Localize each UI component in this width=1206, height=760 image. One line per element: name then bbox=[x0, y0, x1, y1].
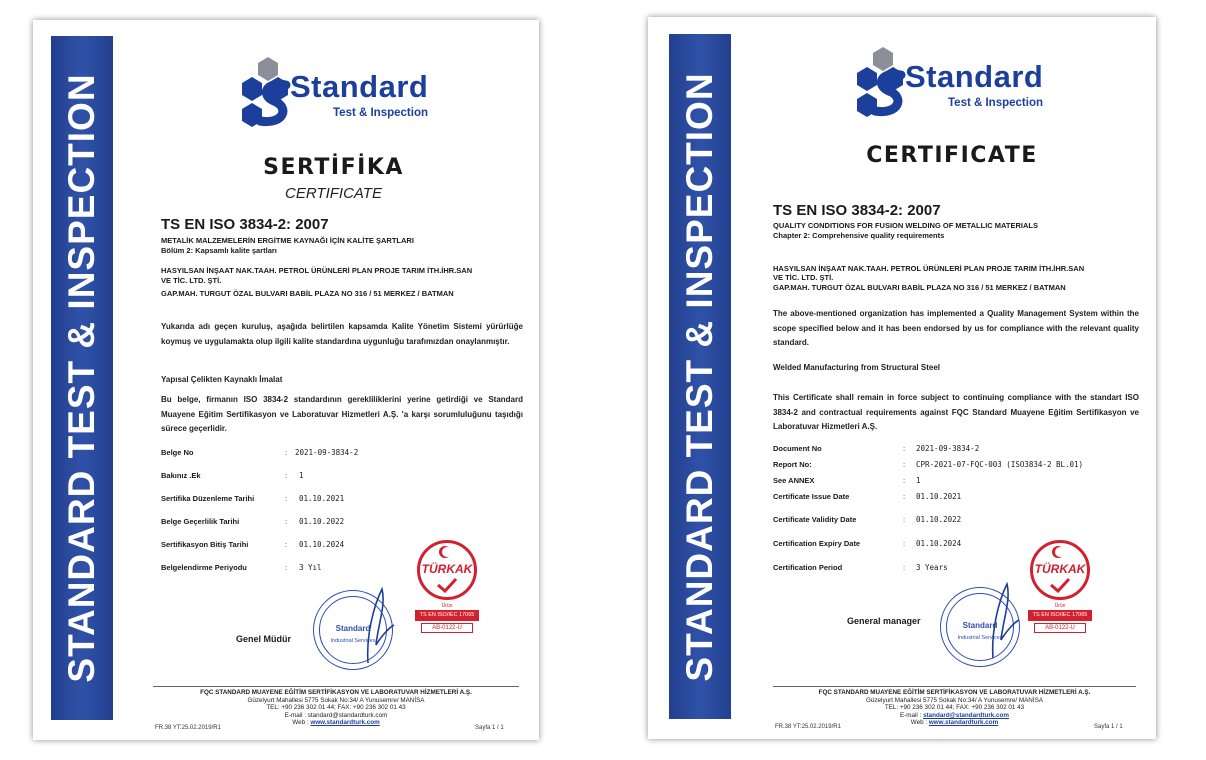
row-value-issue-date: 01.10.2021 bbox=[299, 494, 345, 503]
row-value-validity-date: 01.10.2022 bbox=[299, 517, 345, 526]
standard-description: QUALITY CONDITIONS FOR FUSION WELDING OF METALLIC MATERIALS bbox=[773, 221, 1038, 230]
footer-website-link[interactable]: www.standardturk.com bbox=[928, 719, 999, 726]
statement-paragraph: The above-mentioned organization has implemented a Quality Management System within the scope specified below and it has been endorsed by us for compliance with the relevant quality standard. bbox=[773, 309, 1139, 347]
turkak-code: AB-0122-U bbox=[421, 623, 473, 633]
sidebar-text: STANDARD TEST & INSPECTION bbox=[679, 71, 720, 682]
row-label-annex: See ANNEX bbox=[773, 476, 815, 485]
hexagon-logo-icon bbox=[853, 45, 913, 120]
crescent-icon bbox=[1052, 546, 1064, 558]
form-code: FR.38 YT:25.02.2019/R1 bbox=[775, 724, 841, 730]
company-name-line2: VE TİC. LTD. ŞTİ. bbox=[161, 276, 222, 285]
row-label-annex: Bakınız .Ek bbox=[161, 471, 201, 480]
hexagon-logo-icon bbox=[238, 55, 298, 130]
scope-text: Welded Manufacturing from Structural Steel bbox=[773, 363, 940, 372]
standard-part: Chapter 2: Comprehensive quality requirements bbox=[773, 231, 945, 240]
row-label-issue-date: Sertifika Düzenleme Tarihi bbox=[161, 494, 255, 503]
footer-email[interactable]: standard@standardturk.com bbox=[923, 711, 1009, 719]
company-address: GAP.MAH. TURGUT ÖZAL BULVARI BABİL PLAZA NO 316 / 51 MERKEZ / BATMAN bbox=[161, 289, 454, 298]
seal-brand: Standard bbox=[335, 624, 371, 633]
standard-code: TS EN ISO 3834-2: 2007 bbox=[161, 216, 329, 233]
signature-icon bbox=[973, 580, 1023, 660]
seal-division: Industrial Services bbox=[330, 638, 376, 644]
row-value-annex: 1 bbox=[916, 476, 921, 485]
footer-address: Güzelyurt Mahallesi 5775 Sokak No:34/ A Yunusemre/ MANİSA bbox=[247, 696, 425, 704]
signature-icon bbox=[348, 585, 398, 665]
footer: FQC STANDARD MUAYENE EĞİTİM SERTİFİKASYON VE LABORATUVAR HİZMETLERİ A.Ş. Güzelyurt Mahallesi 5775 Sokak No:34/ A Yunusemre/ MANİSA TEL: +90 236 302 01 44; FAX: +90 236 302 01 43 E-mail : standard@standardturk.com Web : www.standardturk.com bbox=[773, 689, 1136, 727]
footer-website-link[interactable]: www.standardturk.com bbox=[310, 719, 380, 726]
company-name-line2: VE TİC. LTD. ŞTİ. bbox=[773, 273, 834, 282]
validity-paragraph: This Certificate shall remain in force subject to continuing compliance with the standart ISO 3834-2 and contractual requirements against FQC Standard Muayene Eğitim Sertifikasyon ve Laboratuvar Hizmetleri A.Ş. bbox=[773, 393, 1139, 431]
footer-phone-fax: TEL: +90 236 302 01 44; FAX: +90 236 302 01 43 bbox=[266, 704, 406, 711]
seal-brand: Standard bbox=[962, 621, 998, 630]
row-label-document-no: Document No bbox=[773, 444, 822, 453]
footer-email[interactable]: standard@standardturk.com bbox=[307, 711, 388, 719]
turkak-accreditation-mark bbox=[415, 540, 479, 640]
certificate-title: CERTIFICATE bbox=[866, 143, 1038, 168]
turkak-product-label: Ürün bbox=[441, 603, 453, 609]
row-label-validity-date: Belge Geçerlilik Tarihi bbox=[161, 517, 240, 526]
row-label-expiry-date: Sertifikasyon Bitiş Tarihi bbox=[161, 540, 249, 549]
row-value-period: 3 Yıl bbox=[299, 563, 322, 572]
certificate-subtitle: CERTIFICATE bbox=[285, 185, 382, 202]
logo-wordmark: Standard bbox=[290, 69, 429, 104]
row-label-report-no: Report No: bbox=[773, 460, 812, 469]
turkak-code: AB-0122-U bbox=[1034, 623, 1086, 633]
row-value-annex: 1 bbox=[299, 471, 304, 480]
company-name-line1: HASYILSAN İNŞAAT NAK.TAAH. PETROL ÜRÜNLERİ PLAN PROJE TARIM İTH.İHR.SAN bbox=[161, 266, 473, 275]
form-code: FR.38 YT:25.02.2019/R1 bbox=[155, 725, 221, 731]
row-label-validity-date: Certificate Validity Date bbox=[773, 515, 857, 524]
row-label-period: Belgelendirme Periyodu bbox=[161, 563, 247, 572]
footer-divider bbox=[773, 686, 1136, 687]
row-value-report-no: CPR-2021-07-FQC-003 (ISO3834-2 BL.01) bbox=[916, 460, 1084, 469]
turkak-standard-band: TS EN ISO/IEC 17065 bbox=[415, 610, 479, 621]
company-address: GAP.MAH. TURGUT ÖZAL BULVARI BABİL PLAZA NO 316 / 51 MERKEZ / BATMAN bbox=[773, 283, 1066, 292]
standard-code: TS EN ISO 3834-2: 2007 bbox=[773, 202, 941, 219]
crescent-icon bbox=[439, 546, 451, 558]
standard-logo bbox=[238, 55, 438, 135]
statement-paragraph: Yukarıda adı geçen kuruluş, aşağıda belirtilen kapsamda Kalite Yönetim Sistemi yürürlüğe koymuş ve uygulamakta olup ilgili kalite standardına uygunluğu tarafımızdan onaylanmıştır. bbox=[161, 322, 523, 346]
turkak-accreditation-mark bbox=[1028, 540, 1092, 640]
logo-tagline: Test & Inspection bbox=[948, 97, 1043, 109]
footer-address: Güzelyurt Mahallesi 5775 Sokak No:34/ A Yunusemre/ MANİSA bbox=[866, 696, 1043, 704]
turkak-standard-band: TS EN ISO/IEC 17065 bbox=[1028, 610, 1092, 621]
row-value-document-no: 2021-09-3834-2 bbox=[295, 448, 359, 457]
row-label-expiry-date: Certification Expiry Date bbox=[773, 539, 861, 548]
footer: FQC STANDARD MUAYENE EĞİTİM SERTİFİKASYON VE LABORATUVAR HİZMETLERİ A.Ş. Güzelyurt Mahallesi 5775 Sokak No:34/ A Yunusemre/ MANİSA TEL: +90 236 302 01 44; FAX: +90 236 302 01 43 E-mail : standard@standardturk.com Web : www.standardturk.com bbox=[153, 689, 519, 727]
footer-company: FQC STANDARD MUAYENE EĞİTİM SERTİFİKASYON VE LABORATUVAR HİZMETLERİ A.Ş. bbox=[200, 689, 472, 696]
row-value-expiry-date: 01.10.2024 bbox=[916, 539, 962, 548]
turkak-word: TÜRKAK bbox=[1034, 562, 1086, 576]
row-label-issue-date: Certificate Issue Date bbox=[773, 492, 850, 501]
footer-company: FQC STANDARD MUAYENE EĞİTİM SERTİFİKASYON VE LABORATUVAR HİZMETLERİ A.Ş. bbox=[818, 689, 1091, 696]
logo-tagline: Test & Inspection bbox=[333, 107, 428, 119]
check-icon bbox=[436, 577, 458, 593]
standard-logo bbox=[853, 45, 1053, 125]
manager-title: Genel Müdür bbox=[236, 634, 292, 644]
row-label-document-no: Belge No bbox=[161, 448, 194, 457]
standard-description: METALİK MALZEMELERİN ERGİTME KAYNAĞI İÇİN KALİTE ŞARTLARI bbox=[161, 236, 414, 245]
standard-part: Bölüm 2: Kapsamlı kalite şartları bbox=[161, 246, 277, 255]
sidebar-banner bbox=[669, 34, 731, 719]
footer-phone-fax: TEL: +90 236 302 01 44; FAX: +90 236 302 01 43 bbox=[884, 704, 1025, 711]
manager-title: General manager bbox=[847, 616, 921, 626]
row-label-period: Certification Period bbox=[773, 563, 843, 572]
row-value-validity-date: 01.10.2022 bbox=[916, 515, 962, 524]
page-number: Sayfa 1 / 1 bbox=[1094, 724, 1123, 730]
row-value-period: 3 Years bbox=[916, 563, 948, 572]
turkak-product-label: Ürün bbox=[1054, 603, 1066, 609]
certificate-english: STANDARD TEST & INSPECTION Standard Test & Inspection CERTIFICATE TS EN ISO 3834-2: 2007 QUALITY CONDITIONS FOR FUSION WELDING OF METALLIC MATERIALS Chapter 2: Comprehensive quality requirements HASYILSAN İNŞAAT NAK.TAAH. PETROL ÜRÜNLERİ PLAN PROJE TARIM İTH.İHR.SAN VE TİC. LTD. ŞTİ. GAP.MAH. TURGUT ÖZAL BULVARI BABİL PLAZA NO 316 / 51 MERKEZ / BATMAN The above-mentioned organization has implemented a Quality Management System within the scope specified below and it has been endorsed by us for compliance with the relevant quality standard. Welded Manufacturing from Structural Steel This Certificate shall remain in force subject to continuing compliance with the standart ISO 3834-2 and contractual requirements against FQC Standard Muayene Eğitim Sertifikasyon ve Laboratuvar Hizmetleri A.Ş. Document No : 2021-09-3834-2 Report No: : CPR-2021-07-FQC-003 (ISO3834-2 BL.01) See ANNEX : 1 Certificate Issue Date : 01.10.2021 Certificate Validity Date : 01.10.2022 Certification Expiry Date : 01.10.2024 Certification Period : 3 Years TÜRKAK Ürün TS EN ISO/IEC 17065 AB-0122-U Standard Industrial Services General manager FQC STANDARD MUAYENE EĞİTİM SERTİFİKASYON VE LABORATUVAR HİZMETLERİ A.Ş. Güzelyurt Mahallesi 5775 Sokak No:34/ A Yunusemre/ MANİSA TEL: +90 236 302 01 44; FAX: +90 236 302 01 43 E-mail : standard@standardturk.com Web : www.standardturk.com FR.38 YT:25.02.2019/R1 Sayfa 1 / 1 bbox=[648, 17, 1156, 739]
seal-division: Industrial Services bbox=[957, 635, 1003, 641]
sidebar-banner bbox=[51, 36, 113, 720]
company-name-line1: HASYILSAN İNŞAAT NAK.TAAH. PETROL ÜRÜNLERİ PLAN PROJE TARIM İTH.İHR.SAN bbox=[773, 264, 1085, 273]
row-value-document-no: 2021-09-3834-2 bbox=[916, 444, 980, 453]
check-icon bbox=[1049, 577, 1071, 593]
sidebar-text: STANDARD TEST & INSPECTION bbox=[61, 73, 102, 683]
logo-wordmark: Standard bbox=[905, 59, 1044, 94]
row-value-issue-date: 01.10.2021 bbox=[916, 492, 962, 501]
footer-divider bbox=[153, 686, 519, 687]
row-value-expiry-date: 01.10.2024 bbox=[299, 540, 345, 549]
scope-text: Yapısal Çelikten Kaynaklı İmalat bbox=[161, 375, 283, 384]
validity-paragraph: Bu belge, firmanın ISO 3834-2 standardının gerekliliklerini yerine getirdiği ve Standard Muayene Eğitim Sertifikasyon ve Laboratuvar Hizmetleri A.Ş. 'a karşı sorumluluğunu taşıdığı sürece geçerlidir. bbox=[161, 395, 523, 433]
certificate-turkish: STANDARD TEST & INSPECTION Standard Test & Inspection SERTİFİKA CERTIFICATE TS EN ISO 3834-2: 2007 METALİK MALZEMELERİN ERGİTME KAYNAĞI İÇİN KALİTE ŞARTLARI Bölüm 2: Kapsamlı kalite şartları HASYILSAN İNŞAAT NAK.TAAH. PETROL ÜRÜNLERİ PLAN PROJE TARIM İTH.İHR.SAN VE TİC. LTD. ŞTİ. GAP.MAH. TURGUT ÖZAL BULVARI BABİL PLAZA NO 316 / 51 MERKEZ / BATMAN Yukarıda adı geçen kuruluş, aşağıda belirtilen kapsamda Kalite Yönetim Sistemi yürürlüğe koymuş ve uygulamakta olup ilgili kalite standardına uygunluğu tarafımızdan onaylanmıştır. Yapısal Çelikten Kaynaklı İmalat Bu belge, firmanın ISO 3834-2 standardının gerekliliklerini yerine getirdiği ve Standard Muayene Eğitim Sertifikasyon ve Laboratuvar Hizmetleri A.Ş. 'a karşı sorumluluğunu taşıdığı sürece geçerlidir. Belge No : 2021-09-3834-2 Bakınız .Ek : 1 Sertifika Düzenleme Tarihi : 01.10.2021 Belge Geçerlilik Tarihi : 01.10.2022 Sertifikasyon Bitiş Tarihi : 01.10.2024 Belgelendirme Periyodu : 3 Yıl TÜRKAK Ürün TS EN ISO/IEC 17065 AB-0122-U Standard Industrial Services Genel Müdür FQC STANDARD MUAYENE EĞİTİM SERTİFİKASYON VE LABORATUVAR HİZMETLERİ A.Ş. Güzelyurt Mahallesi 5775 Sokak No:34/ A Yunusemre/ MANİSA TEL: +90 236 302 01 44; FAX: +90 236 302 01 43 E-mail : standard@standardturk.com Web : www.standardturk.com FR.38 YT:25.02.2019/R1 Sayfa 1 / 1 bbox=[33, 20, 539, 740]
certificate-title: SERTİFİKA bbox=[263, 155, 404, 180]
turkak-word: TÜRKAK bbox=[421, 562, 473, 576]
page-number: Sayfa 1 / 1 bbox=[475, 725, 504, 731]
